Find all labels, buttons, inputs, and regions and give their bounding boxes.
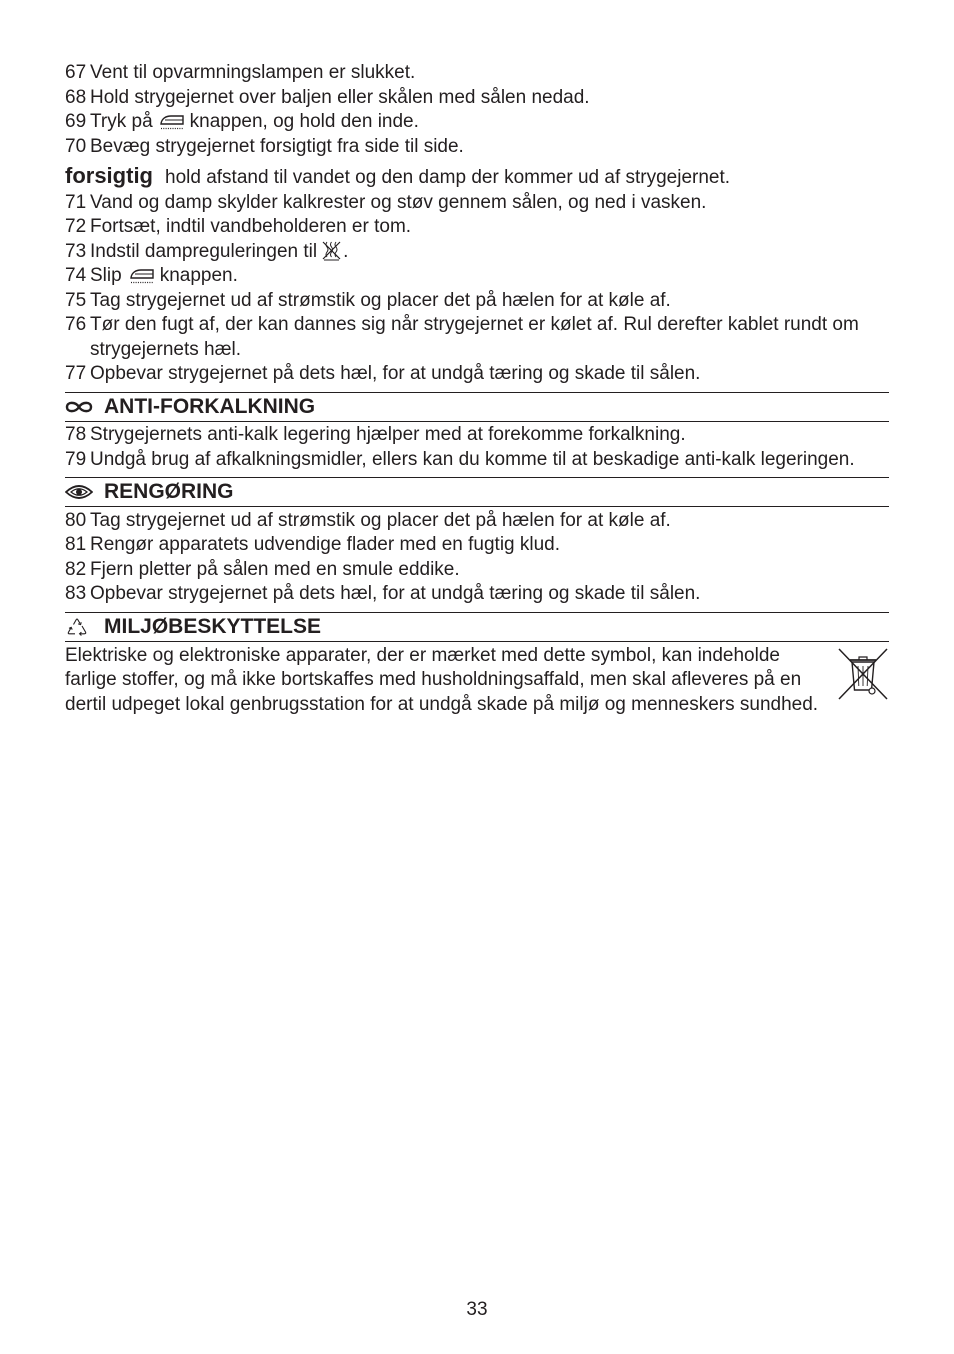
step-text: Strygejernets anti-kalk legering hjælper med at forekomme forkalkning. <box>90 424 686 445</box>
section-heading-anti-scale <box>65 393 889 421</box>
step-number: 73 <box>65 240 87 262</box>
step-number: 77 <box>65 363 87 384</box>
instruction-list <box>65 423 889 472</box>
list-item <box>65 582 889 607</box>
step-number: 79 <box>65 448 87 470</box>
step-text: Rengør apparatets udvendige flader med en fugtig klud. <box>90 534 561 555</box>
section-divider <box>65 641 889 642</box>
cleaning-eye-icon <box>65 484 104 500</box>
steam-off-icon <box>321 240 342 261</box>
step-text: Tag strygejernet ud af strømstik og placer det på hælen for at køle af. <box>90 289 671 311</box>
step-text <box>90 110 889 135</box>
step-number: 76 <box>65 314 87 335</box>
list-item <box>65 558 889 583</box>
caution-label: forsigtig <box>65 163 153 188</box>
section-divider <box>65 506 889 507</box>
list-item <box>65 509 889 534</box>
step-number: 78 <box>65 424 87 445</box>
section-title: ANTI-FORKALKNING <box>104 395 316 418</box>
step-number: 69 <box>65 111 87 132</box>
step-text: Tør den fugt af, der kan dannes sig når strygejernet er kølet af. Rul derefter kablet rundt om strygejernets hæl. <box>90 314 859 360</box>
step-text: Opbevar strygejernet på dets hæl, for at undgå tæring og skade til sålen. <box>90 583 701 604</box>
step-text-before: Slip <box>90 265 122 286</box>
instruction-list <box>65 191 889 387</box>
section-divider <box>65 421 889 422</box>
list-item <box>65 61 889 86</box>
list-item <box>65 240 889 265</box>
step-text-after: . <box>343 240 349 262</box>
step-text <box>90 240 889 265</box>
step-text: Tag strygejernet ud af strømstik og placer det på hælen for at køle af. <box>90 509 671 531</box>
instruction-list <box>65 509 889 607</box>
recycle-icon <box>65 616 104 638</box>
step-text-after: knappen. <box>159 265 238 286</box>
step-text: Fortsæt, indtil vandbeholderen er tom. <box>90 216 412 237</box>
list-item <box>65 86 889 111</box>
section-heading-cleaning <box>65 478 889 506</box>
list-item <box>65 533 889 558</box>
page-number: 33 <box>466 1299 488 1320</box>
step-number: 75 <box>65 289 87 311</box>
step-text: Hold strygejernet over baljen eller skålen med sålen nedad. <box>90 86 590 108</box>
step-number: 83 <box>65 583 87 604</box>
step-text: Undgå brug af afkalkningsmidler, ellers kan du komme til at beskadige anti-kalk legeringen. <box>90 448 855 470</box>
step-number: 71 <box>65 191 87 213</box>
iron-steam-button-icon <box>128 266 156 286</box>
step-number: 74 <box>65 265 87 286</box>
step-number: 80 <box>65 509 87 531</box>
list-item <box>65 423 889 448</box>
paragraph-line: farlige stoffer, og må ikke bortskaffes med husholdningsaffald, men skal afleveres på en <box>65 669 802 691</box>
step-text-after: knappen, og hold den inde. <box>189 111 419 132</box>
step-number: 70 <box>65 135 87 157</box>
anti-calc-infinity-icon <box>65 400 104 414</box>
list-item <box>65 448 889 473</box>
instruction-list <box>65 61 889 159</box>
step-text: Vand og damp skylder kalkrester og støv gennem sålen, og ned i vasken. <box>90 191 707 213</box>
step-text <box>90 264 889 289</box>
list-item <box>65 362 889 387</box>
step-text: Opbevar strygejernet på dets hæl, for at undgå tæring og skade til sålen. <box>90 363 701 384</box>
step-number: 68 <box>65 86 87 108</box>
list-item <box>65 215 889 240</box>
list-item <box>65 289 889 314</box>
step-number: 81 <box>65 534 87 555</box>
step-number: 82 <box>65 558 87 580</box>
list-item <box>65 191 889 216</box>
list-item <box>65 313 889 362</box>
step-number: 72 <box>65 216 87 237</box>
environment-paragraph <box>65 644 889 718</box>
list-item <box>65 264 889 289</box>
caution-text: hold afstand til vandet og den damp der kommer ud af strygejernet. <box>165 167 731 188</box>
step-text: Vent til opvarmningslampen er slukket. <box>90 62 416 83</box>
section-heading-environment <box>65 613 889 641</box>
paragraph-line: dertil udpeget lokal genbrugsstation for at undgå skade på miljø og menneskers sundhed. <box>65 693 819 715</box>
section-title: RENGØRING <box>104 480 234 503</box>
paragraph-line: Elektriske og elektroniske apparater, der er mærket med dette symbol, kan indeholde <box>65 644 780 666</box>
step-number: 67 <box>65 62 87 83</box>
step-text: Bevæg strygejernet forsigtigt fra side til side. <box>90 135 464 157</box>
step-text-before: Tryk på <box>90 111 153 132</box>
section-title: MILJØBESKYTTELSE <box>104 615 322 638</box>
caution-note <box>65 164 889 191</box>
iron-steam-button-icon <box>158 112 186 132</box>
crossed-out-wheelie-bin-icon <box>837 647 889 701</box>
list-item <box>65 135 889 160</box>
list-item <box>65 110 889 135</box>
step-text-before: Indstil dampreguleringen til <box>90 240 318 262</box>
step-text: Fjern pletter på sålen med en smule eddike. <box>90 558 460 580</box>
manual-page-content <box>65 61 889 717</box>
